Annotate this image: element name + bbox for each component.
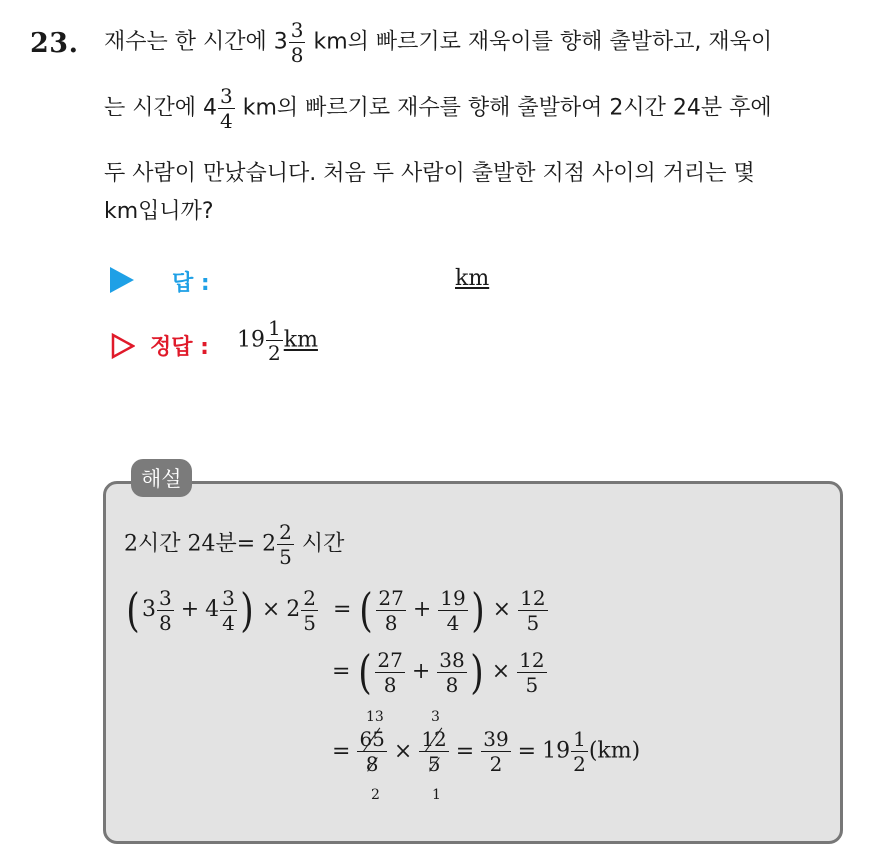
solution-tag: 해설 <box>131 459 192 497</box>
answer-label: 답 : <box>172 271 210 296</box>
solution-line-2: ( 3 $\frac{3}{8}$ + 4 $\frac{3}{4}$ ) × 2 $\frac{2}{5}$ = ( $\frac{27}{8}$ + $\frac{19}{4}$ ) × $\frac{12}{5}$ <box>126 583 546 637</box>
cancel-annotation-2: 2 <box>371 787 380 803</box>
answer-unit: km <box>455 266 490 291</box>
answer-arrow-icon <box>110 267 134 293</box>
cancel-annotation-13: 13 <box>366 709 384 725</box>
question-line-1 <box>104 20 772 65</box>
cancel-annotation-1: 1 <box>432 787 441 803</box>
solution-line-1: 2시간 24분= 2 $\frac{2}{5}$ 시간 <box>124 520 345 569</box>
correct-label: 정답 : <box>150 335 209 360</box>
correct-value: 19 $\frac{1}{2}$ km <box>237 316 318 365</box>
question-text-1b: km의 빠르기로 재욱이를 향해 출발하고, 재욱이 <box>313 29 773 55</box>
cancel-annotation-3: 3 <box>431 709 440 725</box>
fraction-3-8: $\frac{3}{8}$ <box>290 18 304 67</box>
solution-line-3: = ( $\frac{27}{8}$ + $\frac{38}{8}$ ) × $\frac{12}{5}$ <box>332 645 545 699</box>
solution-line-4: = $\frac{65}{8}$ × $\frac{12}{5}$ = $\frac{39}{2}$ = 19 $\frac{1}{2}$ (km) <box>332 727 641 776</box>
question-number: 23. <box>30 28 79 59</box>
fraction-3-4: $\frac{3}{4}$ <box>220 84 233 133</box>
question-line-2 <box>104 86 772 131</box>
question-text-2b: km의 빠르기로 재수를 향해 출발하여 2시간 24분 후에 <box>242 95 772 121</box>
question-line-4: km입니까? <box>104 199 214 224</box>
correct-arrow-icon <box>111 333 135 359</box>
question-text-2a: 는 시간에 4 <box>104 95 217 121</box>
question-text-1a: 재수는 한 시간에 3 <box>104 29 288 55</box>
question-line-3: 두 사람이 만났습니다. 처음 두 사람이 출발한 지점 사이의 거리는 몇 <box>104 161 755 186</box>
